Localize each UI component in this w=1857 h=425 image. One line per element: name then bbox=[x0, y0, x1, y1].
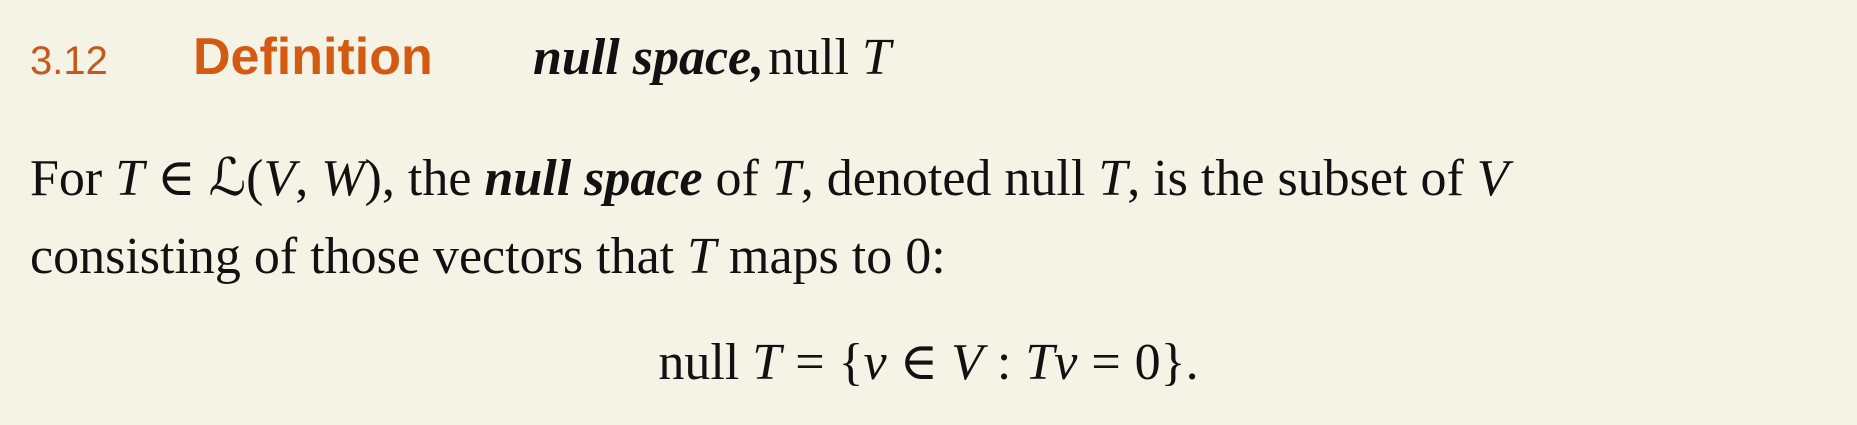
math-T: T bbox=[1098, 150, 1128, 207]
definition-label: Definition bbox=[193, 28, 433, 86]
eq-equals-2: = bbox=[1091, 334, 1121, 391]
eq-element-of: ∈ bbox=[899, 334, 939, 391]
text-denoted: , denoted null bbox=[800, 150, 1086, 207]
math-script-L: ℒ bbox=[208, 150, 247, 207]
eq-T-applied: T bbox=[1025, 334, 1055, 391]
text-for: For bbox=[30, 150, 103, 207]
paragraph-line-1 bbox=[30, 140, 1830, 218]
eq-brace-open: { bbox=[838, 334, 864, 391]
text-maps-to-zero: maps to 0: bbox=[729, 228, 946, 285]
eq-equals: = bbox=[795, 334, 825, 391]
math-paren-close: ), bbox=[364, 150, 395, 207]
text-the: the bbox=[407, 150, 472, 207]
eq-null: null bbox=[658, 334, 740, 391]
definition-notation bbox=[768, 29, 891, 86]
notation-variable: T bbox=[862, 29, 891, 86]
definition-number: 3.12 bbox=[30, 39, 108, 83]
math-V: V bbox=[1476, 150, 1509, 207]
math-W: W bbox=[321, 150, 365, 207]
math-paren-open: ( bbox=[246, 150, 264, 207]
eq-v: v bbox=[863, 334, 887, 391]
eq-V: V bbox=[951, 334, 983, 391]
emphasized-term: null space bbox=[484, 150, 703, 207]
definition-heading bbox=[30, 12, 891, 102]
math-V: V bbox=[263, 150, 296, 207]
text-consisting: consisting of those vectors that bbox=[30, 228, 675, 285]
eq-colon: : bbox=[996, 334, 1012, 391]
eq-T: T bbox=[752, 334, 782, 391]
paragraph-line-2 bbox=[30, 218, 1830, 296]
math-T: T bbox=[771, 150, 801, 207]
display-equation bbox=[0, 318, 1857, 408]
eq-v-applied: v bbox=[1054, 334, 1078, 391]
eq-zero: 0 bbox=[1134, 334, 1161, 391]
math-comma: , bbox=[295, 150, 309, 207]
math-element-of: ∈ bbox=[157, 150, 196, 207]
text-of: of bbox=[715, 150, 759, 207]
definition-term: null space, bbox=[533, 29, 765, 86]
eq-brace-close: }. bbox=[1160, 334, 1199, 391]
math-T: T bbox=[115, 150, 145, 207]
math-T: T bbox=[687, 228, 717, 285]
notation-operator: null bbox=[768, 29, 850, 86]
definition-paragraph bbox=[30, 140, 1830, 296]
text-is-subset: , is the subset of bbox=[1127, 150, 1464, 207]
